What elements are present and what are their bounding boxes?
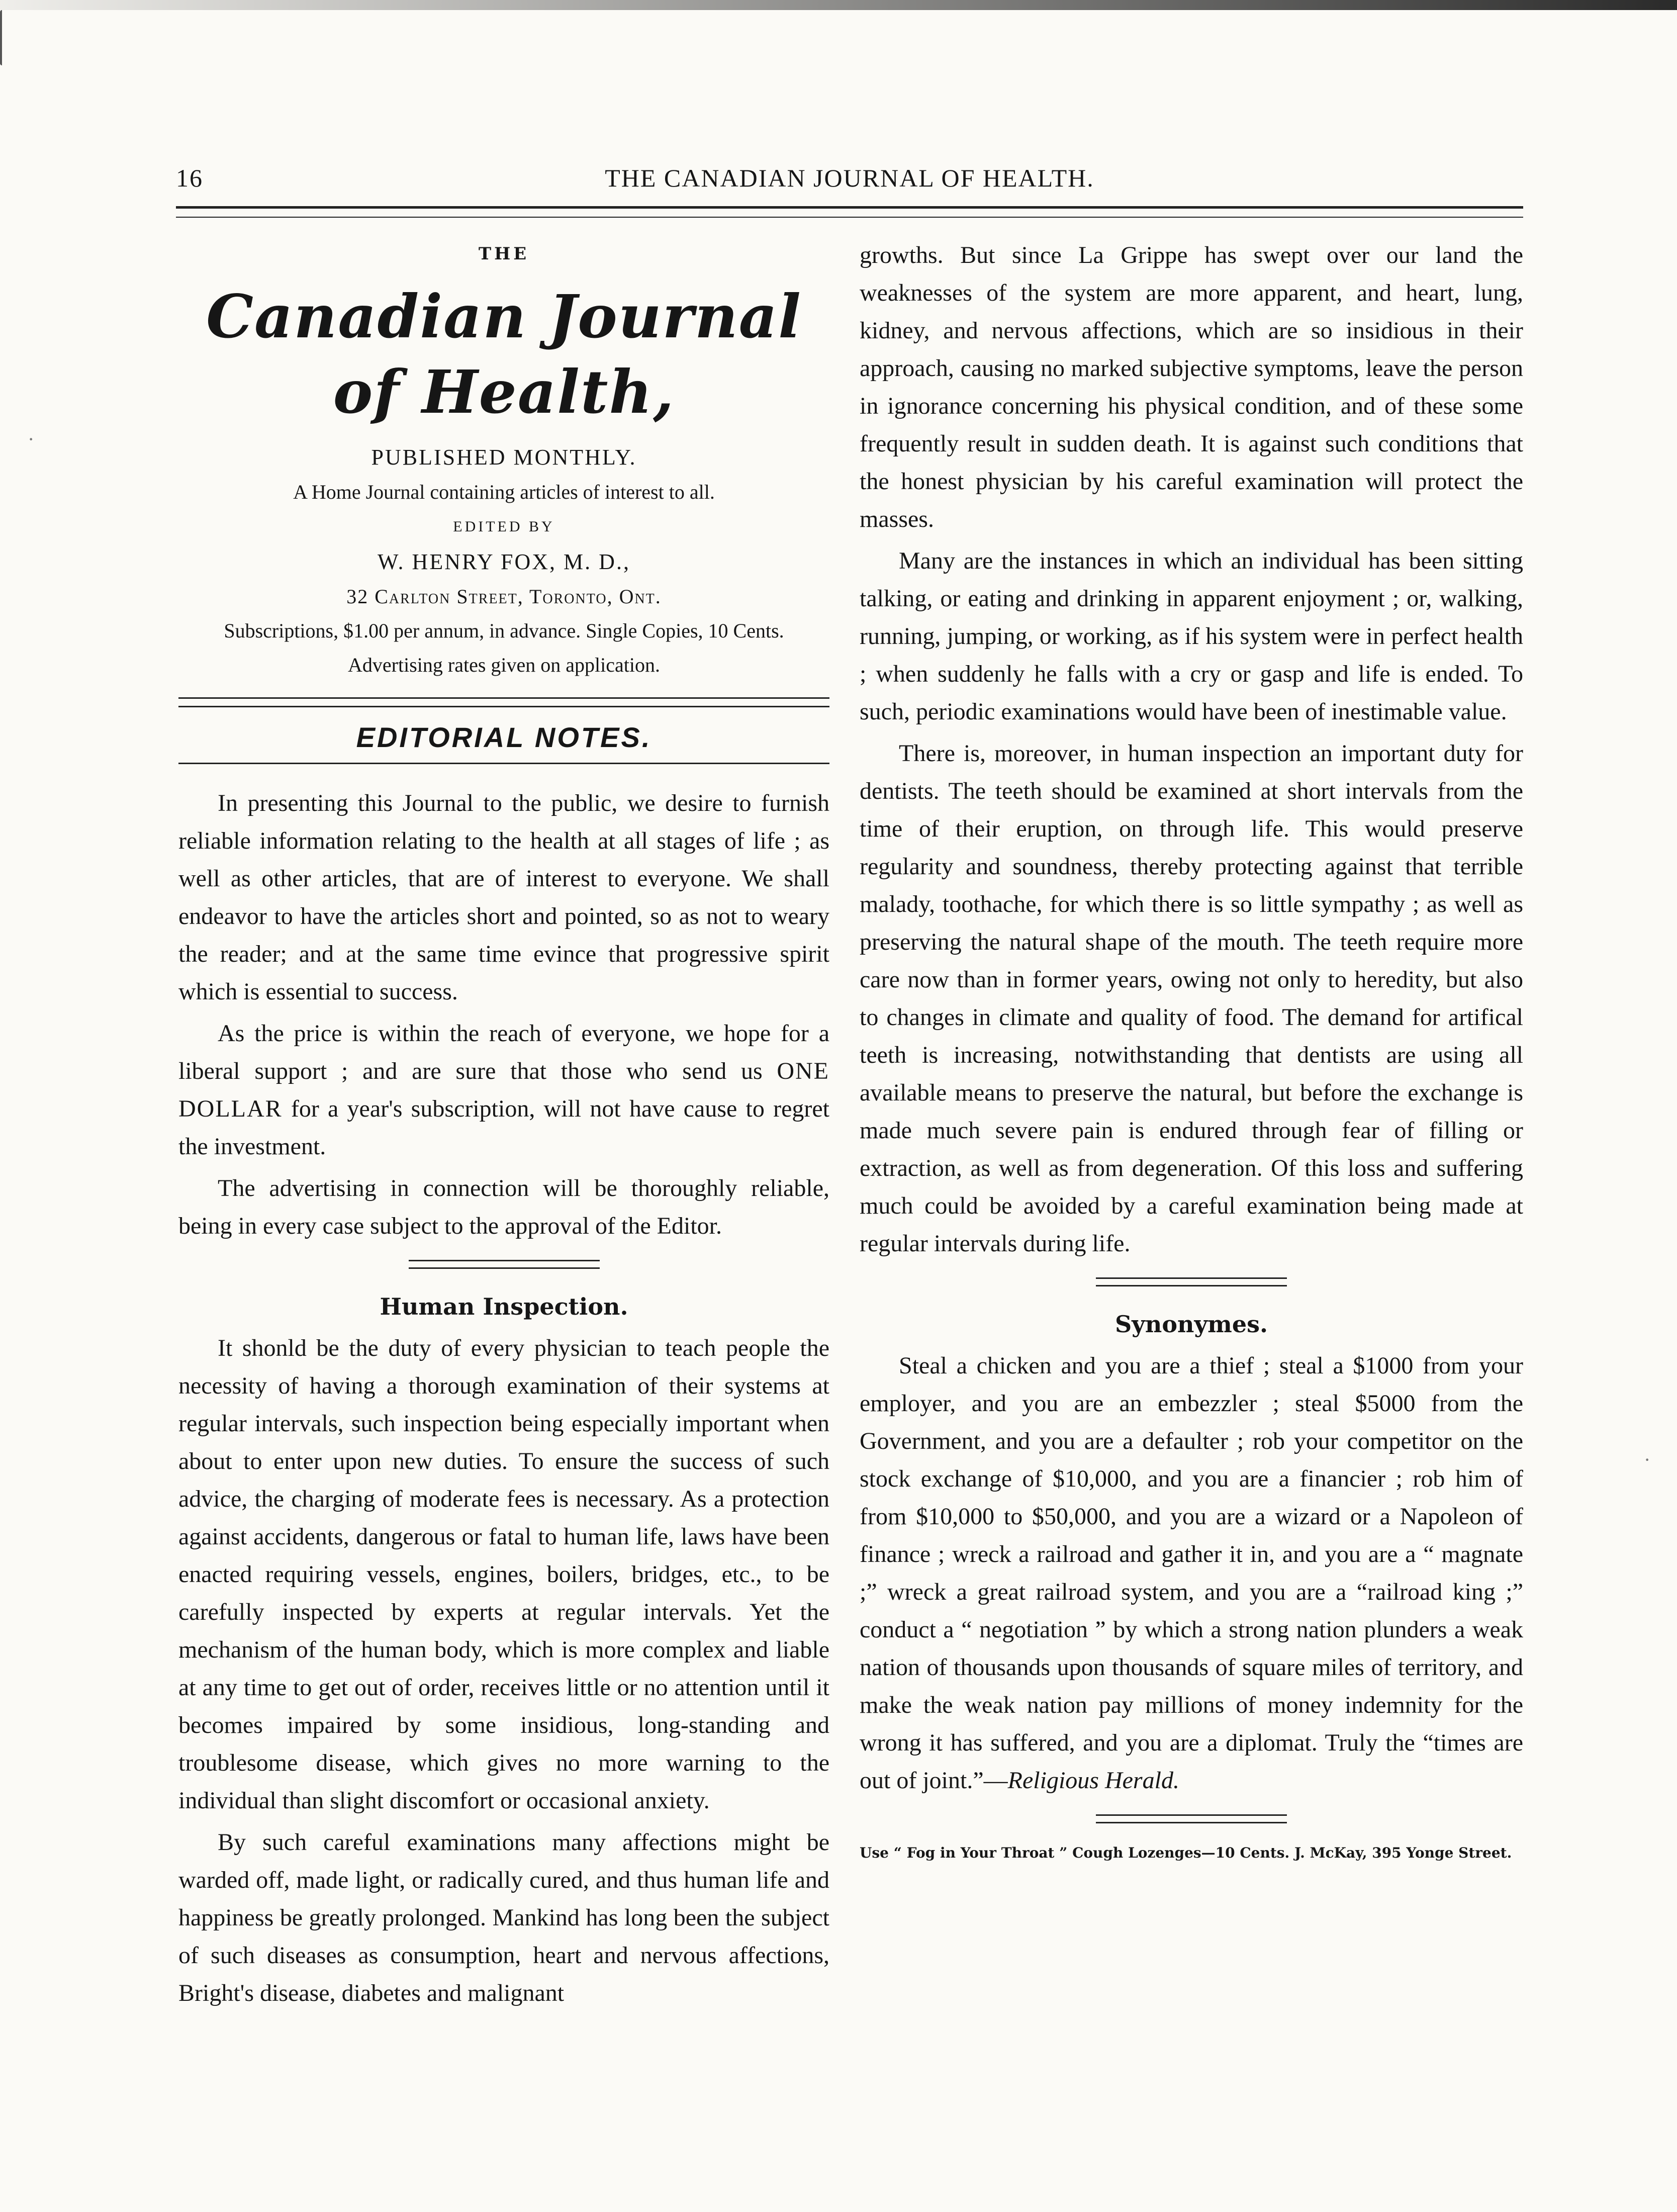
section-break-1: [409, 1260, 600, 1269]
editorial-p2-end: for a year's subscription, will not have cause to regret the investment.: [178, 1095, 829, 1160]
inspection-paragraph-4: There is, moreover, in human inspection an important duty for dentists. The teeth should be examined at short intervals from the time of their eruption, on through life. This would preserve regularity and soundness, thereby protecting against that terrible malady, toothache, for which there is so little sympathy ; as well as preserving the natural shape of the mouth. The teeth require more care now than in former years, owing not only to heredity, but also to changes in climate and quality of food. The demand for artifical teeth is increasing, notwithstanding that dentists are using all available means to preserve the natural, but before the exchange is made much severe pain is endured through fear of filling or extraction, as well as from degeneration. Of this loss and suffering much could be avoided by a careful examination being made at regular intervals during life.: [860, 740, 1523, 1257]
margin-speck-right: ·: [1644, 1448, 1651, 1471]
inspection-paragraph-2: By such careful examinations many affections might be warded off, made light, or radically cured, and thus human life and happiness be greatly prolonged. Mankind has long been the subject of such diseases as consumption, heart and nervous affections, Bright's disease, diabetes and malignant: [178, 1829, 829, 2006]
inspection-paragraph-1: It shonld be the duty of every physician to teach people the necessity of having a thorough examination of their systems at regular intervals, such inspection being especially important when about to enter upon new duties. To ensure the success of such advice, the charging of moderate fees is necessary. As a protection against accidents, dangerous or fatal to human life, laws have been enacted requiring vessels, engines, boilers, bridges, etc., to be carefully inspected by experts at regular intervals. Yet the mechanism of the human body, which is more complex and liable at any time to get out of order, receives little or no attention until it becomes impaired by some insidious, long-standing and troublesome disease, which gives no more warning to the individual than slight discomfort or occasional anxiety.: [178, 1335, 829, 1814]
inspection-paragraph-2-continued: growths. But since La Grippe has swept over our land the weaknesses of the system are more apparent, and heart, lung, kidney, and nervous affections, which are so insidious in their approach, causing no marked subjective symptoms, leave the person in ignorance concerning his physical condition, and of these some frequently result in sudden death. It is against such conditions that the honest physician by his careful examination will protect the masses.: [860, 242, 1523, 532]
page-number: 16: [176, 164, 203, 192]
masthead-title: Canadian Journal of Health,: [206, 282, 802, 427]
masthead-double-rule: [178, 697, 829, 707]
synonymes-text: Steal a chicken and you are a thief ; steal a $1000 from your employer, and you are an embezzler ; steal $5000 from the Government, and you are a defaulter ; rob your competitor on the stock exchange of $10,000, and you are a financier ; rob him of from $10,000 to $50,000, and you are a wizard or a Napoleon of finance ; wreck a railroad and gather it in, and you are a “ magnate ;” wreck a great railroad system, and you are a “railroad king ;” conduct a “ negotiation ” by which a strong nation plunders a weak nation of thousands upon thousands of square miles of territory, and make the weak nation pay millions of money indemnity for the wrong it has suffered, and you are a diplomat. Truly the “times are out of joint.”—: [860, 1352, 1523, 1794]
masthead-subscriptions: Subscriptions, $1.00 per annum, in advance. Single Copies, 10 Cents.: [224, 619, 784, 642]
synonymes-heading: Synonymes.: [1114, 1311, 1268, 1338]
inspection-paragraph-3: Many are the instances in which an individual has been sitting talking, or eating and drinking in apparent enjoyment ; or, walking, running, jumping, or working, as if his system were in perfect health ; when suddenly he falls with a cry or gasp and life is ended. To such, periodic examinations would have been of inestimable value.: [860, 547, 1523, 725]
scan-left-mark: [0, 10, 5, 65]
editorial-paragraph-3: The advertising in connection will be thoroughly reliable, being in every case subject to the approval of the Editor.: [178, 1175, 829, 1239]
synonymes-paragraph: [860, 1347, 1523, 1799]
scan-top-edge: [0, 0, 1677, 10]
masthead-edited-by: EDITED BY: [453, 518, 555, 535]
margin-speck-left: ·: [28, 428, 35, 450]
masthead-tagline: A Home Journal containing articles of interest to all.: [293, 481, 715, 503]
running-head: [176, 163, 1523, 199]
synonymes-source: Religious Herald.: [1007, 1767, 1179, 1794]
masthead-address: 32 Carlton Street, Toronto, Ont.: [346, 585, 662, 608]
masthead-the: THE: [478, 244, 530, 264]
cough-lozenges-advertisement: Use “ Fog in Your Throat ” Cough Lozenges—10 Cents. J. McKay, 395 Yonge Street.: [860, 1845, 1512, 1861]
section-break-2: [1096, 1277, 1287, 1286]
editorial-paragraph-1: In presenting this Journal to the public, we desire to furnish reliable information relating to the health at all stages of life ; as well as other articles, that are of interest to everyone. We shall endeavor to have the articles short and pointed, so as not to weary the reader; and at the same time evince that progressive spirit which is essential to success.: [178, 790, 829, 1005]
inspection-heading: Human Inspection.: [380, 1293, 628, 1320]
header-double-rule: [176, 206, 1523, 218]
section-break-3: [1096, 1814, 1287, 1823]
masthead-published: PUBLISHED MONTHLY.: [371, 445, 637, 470]
editorial-p2-start: As the price is within the reach of everyone, we hope for a liberal support ; and are sure that those who send us: [178, 1020, 829, 1084]
masthead-advertising: Advertising rates given on application.: [348, 654, 660, 676]
left-column: [178, 236, 829, 2016]
editorial-rule: [178, 763, 829, 764]
journal-running-title: THE CANADIAN JOURNAL OF HEALTH.: [605, 164, 1094, 192]
editorial-paragraph-2: [178, 1015, 829, 1165]
editorial-one-dollar: ONE DOLLAR: [178, 1058, 829, 1122]
masthead: [178, 236, 829, 682]
editorial-heading: EDITORIAL NOTES.: [356, 721, 652, 753]
right-column: [860, 236, 1523, 1863]
masthead-editor: W. HENRY FOX, M. D.,: [378, 549, 630, 574]
